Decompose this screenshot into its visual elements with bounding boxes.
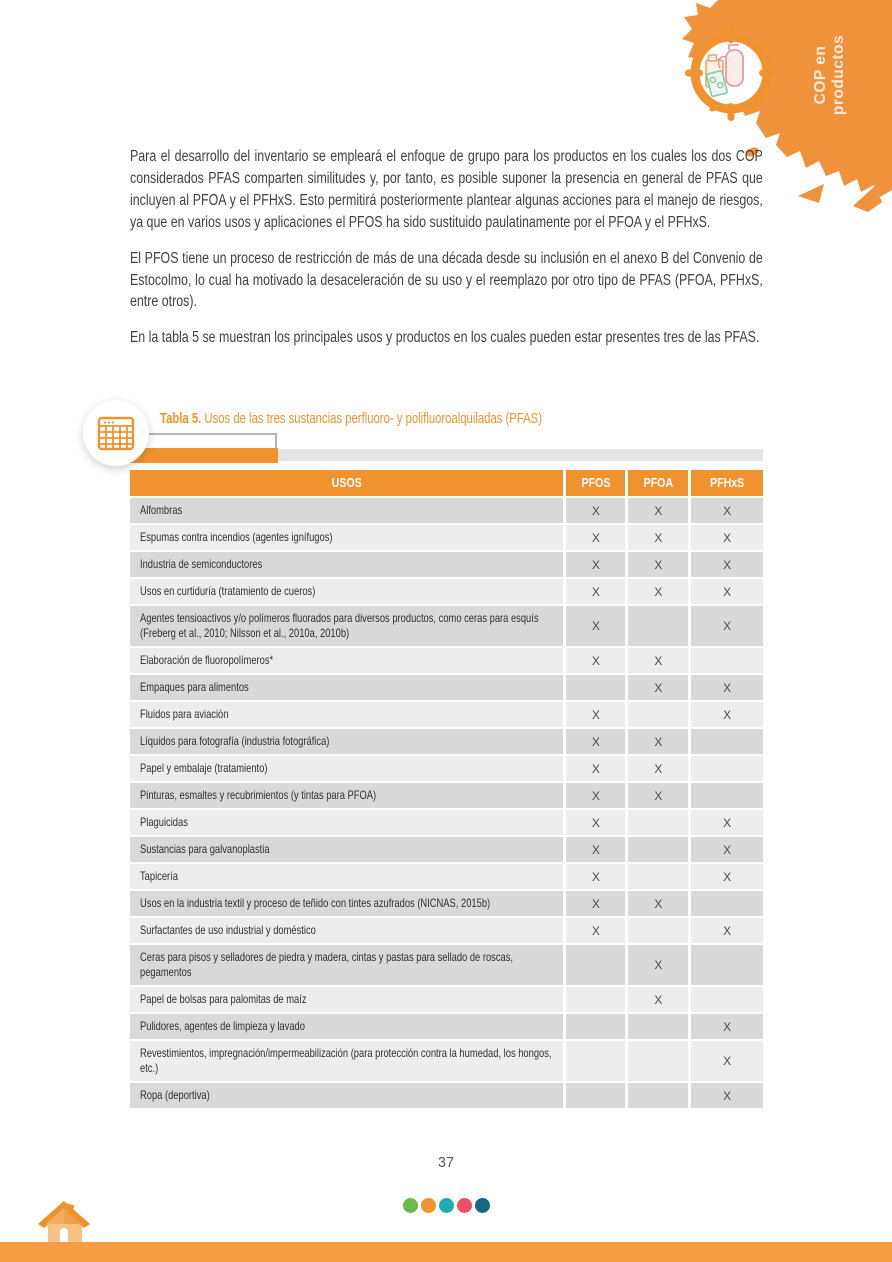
usage-cell: Papel y embalaje (tratamiento): [130, 755, 565, 782]
pfas-usage-table: [130, 470, 763, 1110]
body-paragraph-2: El PFOS tiene un proceso de restricción de más de una década desde su inclusión en el anexo B del Convenio de Estocolmo, lo cual ha motivado la desaceleración de su uso y el reemplazo por otro tipo de PFAS (PFOA, PFHxS, entre otros).: [130, 249, 763, 311]
usage-cell: Fluidos para aviación: [130, 701, 565, 728]
table-grid-icon: [95, 412, 137, 454]
usage-cell: Pinturas, esmaltes y recubrimientos (y tintas para PFOA): [130, 782, 565, 809]
column-header-pfoa: PFOA: [627, 470, 690, 497]
mark-cell: [627, 605, 690, 647]
title-underline-gray: [278, 449, 763, 461]
mark-cell: X: [690, 1013, 763, 1040]
connector-line-vertical: [275, 433, 277, 449]
mark-cell: [627, 1082, 690, 1109]
mark-cell: X: [690, 701, 763, 728]
table-icon-circle: [83, 400, 149, 466]
table-title: [160, 411, 768, 427]
mark-cell: X: [565, 497, 627, 524]
mark-cell: X: [565, 647, 627, 674]
mark-cell: X: [690, 551, 763, 578]
mark-cell: [565, 944, 627, 986]
usage-cell: Tapicería: [130, 863, 565, 890]
mark-cell: X: [627, 524, 690, 551]
mark-cell: [690, 755, 763, 782]
usage-cell: Pulidores, agentes de limpieza y lavado: [130, 1013, 565, 1040]
mark-cell: X: [565, 524, 627, 551]
usage-cell: Surfactantes de uso industrial y doméstico: [130, 917, 565, 944]
mark-cell: X: [565, 605, 627, 647]
mark-cell: X: [565, 551, 627, 578]
table-row: [130, 890, 763, 917]
page-dots: [0, 1198, 892, 1213]
mark-cell: X: [627, 647, 690, 674]
mark-cell: X: [690, 836, 763, 863]
footer-dot: [403, 1198, 418, 1213]
body-paragraph-3: En la tabla 5 se muestran los principales usos y productos en los cuales pueden estar presentes tres de las PFAS.: [130, 329, 760, 347]
mark-cell: X: [690, 674, 763, 701]
table-row: [130, 728, 763, 755]
mark-cell: X: [627, 986, 690, 1013]
mark-cell: X: [627, 497, 690, 524]
bottom-accent-bar: [0, 1242, 892, 1262]
table-row: [130, 782, 763, 809]
usage-cell: Agentes tensioactivos y/o polímeros fluorados para diversos productos, como ceras para esquís (Freberg et al., 2010; Nilsson et al., 2010a, 2010b): [130, 605, 565, 647]
chapter-tab-line2: productos: [830, 34, 847, 116]
mark-cell: [627, 1040, 690, 1082]
mark-cell: X: [565, 890, 627, 917]
table-row: [130, 524, 763, 551]
mark-cell: [690, 986, 763, 1013]
mark-cell: [690, 728, 763, 755]
usage-cell: Elaboración de fluoropolímeros*: [130, 647, 565, 674]
mark-cell: [690, 890, 763, 917]
mark-cell: X: [690, 524, 763, 551]
mark-cell: [690, 782, 763, 809]
home-icon[interactable]: [36, 1200, 92, 1242]
table-row: [130, 701, 763, 728]
table-row: [130, 944, 763, 986]
usage-cell: Empaques para alimentos: [130, 674, 565, 701]
table-row: [130, 605, 763, 647]
mark-cell: [690, 647, 763, 674]
usage-cell: Alfombras: [130, 497, 565, 524]
mark-cell: X: [690, 578, 763, 605]
mark-cell: X: [565, 917, 627, 944]
mark-cell: X: [565, 578, 627, 605]
mark-cell: X: [690, 497, 763, 524]
footer-dot: [475, 1198, 490, 1213]
table-row: [130, 1013, 763, 1040]
usage-cell: Líquidos para fotografía (industria fotográfica): [130, 728, 565, 755]
table-row: [130, 578, 763, 605]
table-row: [130, 497, 763, 524]
mark-cell: X: [627, 674, 690, 701]
mark-cell: X: [627, 551, 690, 578]
chapter-tab-line1: COP en: [812, 45, 829, 105]
table-row: [130, 1040, 763, 1082]
chapter-tab-label: [812, 28, 850, 122]
mark-cell: [627, 836, 690, 863]
usage-cell: Papel de bolsas para palomitas de maíz: [130, 986, 565, 1013]
mark-cell: X: [565, 755, 627, 782]
mark-cell: [565, 1040, 627, 1082]
mark-cell: X: [627, 782, 690, 809]
mark-cell: X: [690, 917, 763, 944]
mark-cell: [565, 986, 627, 1013]
mark-cell: [627, 917, 690, 944]
mark-cell: X: [565, 863, 627, 890]
column-header-usos: USOS: [130, 470, 565, 497]
table-row: [130, 986, 763, 1013]
body-paragraph-1: Para el desarrollo del inventario se empleará el enfoque de grupo para los productos en los cuales los dos COP considerados PFAS comparten similitudes y, por tanto, es posible suponer la presencia en general de PFAS que incluyen al PFOA y el PFHxS. Esto permitirá posteriormente plantear algunas acciones para el manejo de riesgos, ya que en varios usos y aplicaciones el PFOS ha sido sustituido paulatinamente por el PFOA y el PFHxS.: [130, 148, 763, 231]
table-row: [130, 917, 763, 944]
usage-cell: Revestimientos, impregnación/impermeabilización (para protección contra la humedad, los hongos, etc.): [130, 1040, 565, 1082]
column-header-pfhxs: PFHxS: [690, 470, 763, 497]
mark-cell: X: [565, 701, 627, 728]
usage-cell: Industria de semiconductores: [130, 551, 565, 578]
mark-cell: X: [565, 809, 627, 836]
title-underline-orange: [130, 448, 278, 463]
mark-cell: [627, 701, 690, 728]
usage-cell: Sustancias para galvanoplastia: [130, 836, 565, 863]
usage-cell: Plaguicidas: [130, 809, 565, 836]
products-target-icon: [684, 24, 778, 122]
connector-line-horizontal: [141, 433, 277, 435]
mark-cell: X: [565, 782, 627, 809]
table-title-text: Usos de las tres sustancias perfluoro- y polifluoroalquiladas (PFAS): [201, 411, 542, 427]
mark-cell: X: [565, 728, 627, 755]
mark-cell: [627, 863, 690, 890]
mark-cell: [565, 1082, 627, 1109]
mark-cell: X: [627, 944, 690, 986]
table-header-row: [130, 470, 763, 497]
mark-cell: X: [627, 755, 690, 782]
usage-cell: Espumas contra incendios (agentes ignífugos): [130, 524, 565, 551]
footer-dot: [421, 1198, 436, 1213]
usage-cell: Ropa (deportiva): [130, 1082, 565, 1109]
mark-cell: [627, 809, 690, 836]
table-row: [130, 836, 763, 863]
footer-dot: [457, 1198, 472, 1213]
mark-cell: X: [627, 890, 690, 917]
mark-cell: X: [565, 836, 627, 863]
usage-cell: Usos en la industria textil y proceso de teñido con tintes azufrados (NICNAS, 2015b): [130, 890, 565, 917]
table-row: [130, 863, 763, 890]
mark-cell: [627, 1013, 690, 1040]
mark-cell: X: [690, 1082, 763, 1109]
mark-cell: X: [627, 728, 690, 755]
mark-cell: [690, 944, 763, 986]
table-row: [130, 809, 763, 836]
footer-dot: [439, 1198, 454, 1213]
usage-cell: Usos en curtiduría (tratamiento de cueros): [130, 578, 565, 605]
table-title-prefix: Tabla 5.: [160, 411, 202, 427]
body-text: [130, 146, 763, 363]
mark-cell: [565, 674, 627, 701]
mark-cell: X: [690, 1040, 763, 1082]
table-row: [130, 674, 763, 701]
column-header-pfos: PFOS: [565, 470, 627, 497]
table-row: [130, 1082, 763, 1109]
mark-cell: X: [627, 578, 690, 605]
mark-cell: X: [690, 863, 763, 890]
page-number: 37: [437, 1155, 455, 1171]
table-row: [130, 551, 763, 578]
mark-cell: X: [690, 809, 763, 836]
mark-cell: X: [690, 605, 763, 647]
table-row: [130, 647, 763, 674]
usage-cell: Ceras para pisos y selladores de piedra y madera, cintas y pastas para sellado de roscas, pegamentos: [130, 944, 565, 986]
mark-cell: [565, 1013, 627, 1040]
table-row: [130, 755, 763, 782]
